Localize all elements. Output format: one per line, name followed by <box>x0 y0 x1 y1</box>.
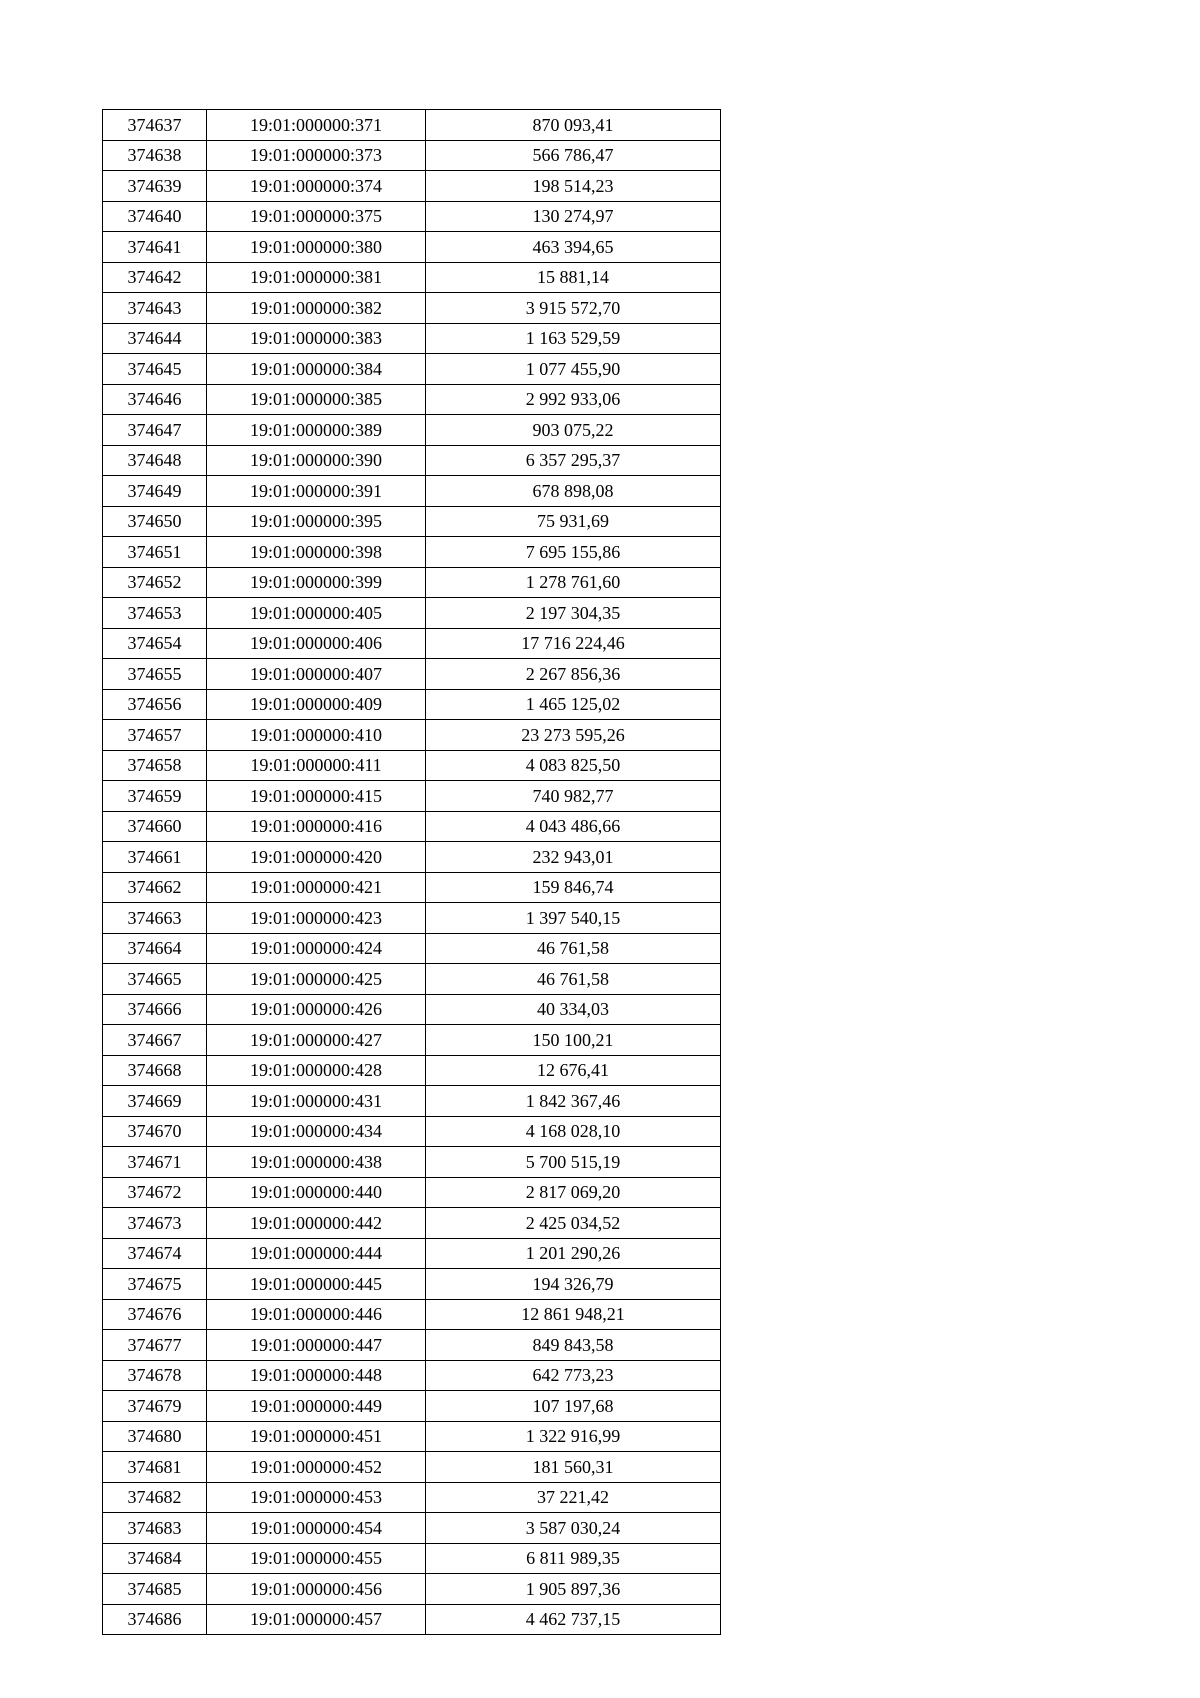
cadastral-number-cell: 19:01:000000:381 <box>207 262 426 293</box>
cadastral-number-cell: 19:01:000000:442 <box>207 1208 426 1239</box>
table-row <box>103 1116 721 1147</box>
table-row <box>103 1421 721 1452</box>
row-id-cell: 374666 <box>103 994 207 1025</box>
value-cell: 17 716 224,46 <box>426 628 721 659</box>
cadastral-number-cell: 19:01:000000:415 <box>207 781 426 812</box>
table-row <box>103 811 721 842</box>
table-row <box>103 171 721 202</box>
table-row <box>103 1208 721 1239</box>
table-row <box>103 415 721 446</box>
value-cell: 5 700 515,19 <box>426 1147 721 1178</box>
row-id-cell: 374674 <box>103 1238 207 1269</box>
cadastral-number-cell: 19:01:000000:449 <box>207 1391 426 1422</box>
table-row <box>103 750 721 781</box>
cadastral-number-cell: 19:01:000000:395 <box>207 506 426 537</box>
row-id-cell: 374648 <box>103 445 207 476</box>
value-cell: 12 861 948,21 <box>426 1299 721 1330</box>
row-id-cell: 374654 <box>103 628 207 659</box>
cadastral-number-cell: 19:01:000000:420 <box>207 842 426 873</box>
cadastral-number-cell: 19:01:000000:453 <box>207 1482 426 1513</box>
cadastral-number-cell: 19:01:000000:391 <box>207 476 426 507</box>
row-id-cell: 374673 <box>103 1208 207 1239</box>
cadastral-number-cell: 19:01:000000:434 <box>207 1116 426 1147</box>
value-cell: 566 786,47 <box>426 140 721 171</box>
data-table <box>102 109 721 1635</box>
cadastral-number-cell: 19:01:000000:405 <box>207 598 426 629</box>
row-id-cell: 374664 <box>103 933 207 964</box>
table-row <box>103 1025 721 1056</box>
value-cell: 40 334,03 <box>426 994 721 1025</box>
row-id-cell: 374686 <box>103 1604 207 1635</box>
value-cell: 4 043 486,66 <box>426 811 721 842</box>
cadastral-number-cell: 19:01:000000:399 <box>207 567 426 598</box>
cadastral-number-cell: 19:01:000000:431 <box>207 1086 426 1117</box>
value-cell: 903 075,22 <box>426 415 721 446</box>
row-id-cell: 374646 <box>103 384 207 415</box>
table-row <box>103 293 721 324</box>
value-cell: 849 843,58 <box>426 1330 721 1361</box>
table-row <box>103 384 721 415</box>
cadastral-number-cell: 19:01:000000:406 <box>207 628 426 659</box>
cadastral-number-cell: 19:01:000000:452 <box>207 1452 426 1483</box>
value-cell: 194 326,79 <box>426 1269 721 1300</box>
value-cell: 15 881,14 <box>426 262 721 293</box>
cadastral-number-cell: 19:01:000000:375 <box>207 201 426 232</box>
row-id-cell: 374637 <box>103 110 207 141</box>
table-row <box>103 689 721 720</box>
row-id-cell: 374643 <box>103 293 207 324</box>
value-cell: 46 761,58 <box>426 964 721 995</box>
cadastral-number-cell: 19:01:000000:424 <box>207 933 426 964</box>
value-cell: 463 394,65 <box>426 232 721 263</box>
row-id-cell: 374644 <box>103 323 207 354</box>
row-id-cell: 374679 <box>103 1391 207 1422</box>
cadastral-number-cell: 19:01:000000:457 <box>207 1604 426 1635</box>
table-row <box>103 842 721 873</box>
table-row <box>103 1269 721 1300</box>
table-row <box>103 781 721 812</box>
value-cell: 23 273 595,26 <box>426 720 721 751</box>
row-id-cell: 374668 <box>103 1055 207 1086</box>
row-id-cell: 374649 <box>103 476 207 507</box>
cadastral-number-cell: 19:01:000000:384 <box>207 354 426 385</box>
table-row <box>103 445 721 476</box>
table-row <box>103 1299 721 1330</box>
cadastral-number-cell: 19:01:000000:423 <box>207 903 426 934</box>
value-cell: 159 846,74 <box>426 872 721 903</box>
table-row <box>103 1360 721 1391</box>
cadastral-number-cell: 19:01:000000:455 <box>207 1543 426 1574</box>
row-id-cell: 374657 <box>103 720 207 751</box>
value-cell: 6 357 295,37 <box>426 445 721 476</box>
cadastral-number-cell: 19:01:000000:421 <box>207 872 426 903</box>
cadastral-number-cell: 19:01:000000:425 <box>207 964 426 995</box>
cadastral-number-cell: 19:01:000000:374 <box>207 171 426 202</box>
table-row <box>103 1543 721 1574</box>
table-row <box>103 720 721 751</box>
row-id-cell: 374675 <box>103 1269 207 1300</box>
cadastral-number-cell: 19:01:000000:428 <box>207 1055 426 1086</box>
row-id-cell: 374656 <box>103 689 207 720</box>
value-cell: 1 201 290,26 <box>426 1238 721 1269</box>
value-cell: 181 560,31 <box>426 1452 721 1483</box>
cadastral-number-cell: 19:01:000000:416 <box>207 811 426 842</box>
cadastral-number-cell: 19:01:000000:456 <box>207 1574 426 1605</box>
value-cell: 678 898,08 <box>426 476 721 507</box>
cadastral-number-cell: 19:01:000000:447 <box>207 1330 426 1361</box>
cadastral-number-cell: 19:01:000000:371 <box>207 110 426 141</box>
row-id-cell: 374685 <box>103 1574 207 1605</box>
value-cell: 4 083 825,50 <box>426 750 721 781</box>
table-body <box>103 110 721 1635</box>
cadastral-number-cell: 19:01:000000:409 <box>207 689 426 720</box>
table-row <box>103 872 721 903</box>
value-cell: 4 168 028,10 <box>426 1116 721 1147</box>
row-id-cell: 374677 <box>103 1330 207 1361</box>
cadastral-number-cell: 19:01:000000:389 <box>207 415 426 446</box>
cadastral-number-cell: 19:01:000000:411 <box>207 750 426 781</box>
row-id-cell: 374682 <box>103 1482 207 1513</box>
table-row <box>103 262 721 293</box>
row-id-cell: 374665 <box>103 964 207 995</box>
row-id-cell: 374681 <box>103 1452 207 1483</box>
row-id-cell: 374655 <box>103 659 207 690</box>
row-id-cell: 374660 <box>103 811 207 842</box>
value-cell: 75 931,69 <box>426 506 721 537</box>
cadastral-number-cell: 19:01:000000:383 <box>207 323 426 354</box>
table-row <box>103 1238 721 1269</box>
row-id-cell: 374645 <box>103 354 207 385</box>
row-id-cell: 374650 <box>103 506 207 537</box>
row-id-cell: 374667 <box>103 1025 207 1056</box>
table-row <box>103 659 721 690</box>
cadastral-number-cell: 19:01:000000:407 <box>207 659 426 690</box>
table-row <box>103 994 721 1025</box>
value-cell: 1 905 897,36 <box>426 1574 721 1605</box>
table-row <box>103 933 721 964</box>
table-row <box>103 323 721 354</box>
row-id-cell: 374669 <box>103 1086 207 1117</box>
cadastral-number-cell: 19:01:000000:448 <box>207 1360 426 1391</box>
value-cell: 740 982,77 <box>426 781 721 812</box>
table-row <box>103 476 721 507</box>
table-row <box>103 1574 721 1605</box>
row-id-cell: 374671 <box>103 1147 207 1178</box>
row-id-cell: 374672 <box>103 1177 207 1208</box>
cadastral-number-cell: 19:01:000000:451 <box>207 1421 426 1452</box>
value-cell: 2 992 933,06 <box>426 384 721 415</box>
value-cell: 1 322 916,99 <box>426 1421 721 1452</box>
cadastral-number-cell: 19:01:000000:446 <box>207 1299 426 1330</box>
value-cell: 150 100,21 <box>426 1025 721 1056</box>
value-cell: 2 425 034,52 <box>426 1208 721 1239</box>
value-cell: 2 197 304,35 <box>426 598 721 629</box>
value-cell: 1 397 540,15 <box>426 903 721 934</box>
table-row <box>103 903 721 934</box>
table-row <box>103 964 721 995</box>
row-id-cell: 374651 <box>103 537 207 568</box>
row-id-cell: 374642 <box>103 262 207 293</box>
table-row <box>103 1330 721 1361</box>
table-row <box>103 1482 721 1513</box>
table-row <box>103 598 721 629</box>
cadastral-number-cell: 19:01:000000:398 <box>207 537 426 568</box>
row-id-cell: 374647 <box>103 415 207 446</box>
value-cell: 12 676,41 <box>426 1055 721 1086</box>
cadastral-number-cell: 19:01:000000:427 <box>207 1025 426 1056</box>
cadastral-number-cell: 19:01:000000:440 <box>207 1177 426 1208</box>
row-id-cell: 374661 <box>103 842 207 873</box>
table-row <box>103 1604 721 1635</box>
value-cell: 2 817 069,20 <box>426 1177 721 1208</box>
value-cell: 6 811 989,35 <box>426 1543 721 1574</box>
value-cell: 870 093,41 <box>426 110 721 141</box>
table-row <box>103 201 721 232</box>
table-row <box>103 1391 721 1422</box>
value-cell: 642 773,23 <box>426 1360 721 1391</box>
row-id-cell: 374662 <box>103 872 207 903</box>
row-id-cell: 374658 <box>103 750 207 781</box>
table-row <box>103 354 721 385</box>
cadastral-number-cell: 19:01:000000:382 <box>207 293 426 324</box>
cadastral-number-cell: 19:01:000000:426 <box>207 994 426 1025</box>
table-row <box>103 232 721 263</box>
value-cell: 198 514,23 <box>426 171 721 202</box>
value-cell: 1 077 455,90 <box>426 354 721 385</box>
value-cell: 1 278 761,60 <box>426 567 721 598</box>
cadastral-number-cell: 19:01:000000:390 <box>207 445 426 476</box>
cadastral-number-cell: 19:01:000000:373 <box>207 140 426 171</box>
value-cell: 3 587 030,24 <box>426 1513 721 1544</box>
row-id-cell: 374652 <box>103 567 207 598</box>
row-id-cell: 374670 <box>103 1116 207 1147</box>
row-id-cell: 374680 <box>103 1421 207 1452</box>
cadastral-number-cell: 19:01:000000:438 <box>207 1147 426 1178</box>
value-cell: 232 943,01 <box>426 842 721 873</box>
value-cell: 7 695 155,86 <box>426 537 721 568</box>
table-row <box>103 1513 721 1544</box>
table-row <box>103 506 721 537</box>
row-id-cell: 374683 <box>103 1513 207 1544</box>
table-row <box>103 1452 721 1483</box>
cadastral-number-cell: 19:01:000000:385 <box>207 384 426 415</box>
table-row <box>103 628 721 659</box>
value-cell: 107 197,68 <box>426 1391 721 1422</box>
value-cell: 1 163 529,59 <box>426 323 721 354</box>
value-cell: 4 462 737,15 <box>426 1604 721 1635</box>
row-id-cell: 374638 <box>103 140 207 171</box>
table-row <box>103 1086 721 1117</box>
cadastral-number-cell: 19:01:000000:444 <box>207 1238 426 1269</box>
value-cell: 37 221,42 <box>426 1482 721 1513</box>
row-id-cell: 374676 <box>103 1299 207 1330</box>
row-id-cell: 374659 <box>103 781 207 812</box>
table-row <box>103 110 721 141</box>
value-cell: 1 842 367,46 <box>426 1086 721 1117</box>
value-cell: 130 274,97 <box>426 201 721 232</box>
value-cell: 46 761,58 <box>426 933 721 964</box>
value-cell: 1 465 125,02 <box>426 689 721 720</box>
table-row <box>103 537 721 568</box>
row-id-cell: 374663 <box>103 903 207 934</box>
table-row <box>103 140 721 171</box>
row-id-cell: 374653 <box>103 598 207 629</box>
value-cell: 3 915 572,70 <box>426 293 721 324</box>
row-id-cell: 374640 <box>103 201 207 232</box>
cadastral-number-cell: 19:01:000000:454 <box>207 1513 426 1544</box>
table-row <box>103 1177 721 1208</box>
row-id-cell: 374678 <box>103 1360 207 1391</box>
cadastral-number-cell: 19:01:000000:410 <box>207 720 426 751</box>
table-row <box>103 1055 721 1086</box>
table-row <box>103 1147 721 1178</box>
cadastral-number-cell: 19:01:000000:445 <box>207 1269 426 1300</box>
cadastral-number-cell: 19:01:000000:380 <box>207 232 426 263</box>
value-cell: 2 267 856,36 <box>426 659 721 690</box>
row-id-cell: 374641 <box>103 232 207 263</box>
row-id-cell: 374639 <box>103 171 207 202</box>
table-row <box>103 567 721 598</box>
row-id-cell: 374684 <box>103 1543 207 1574</box>
